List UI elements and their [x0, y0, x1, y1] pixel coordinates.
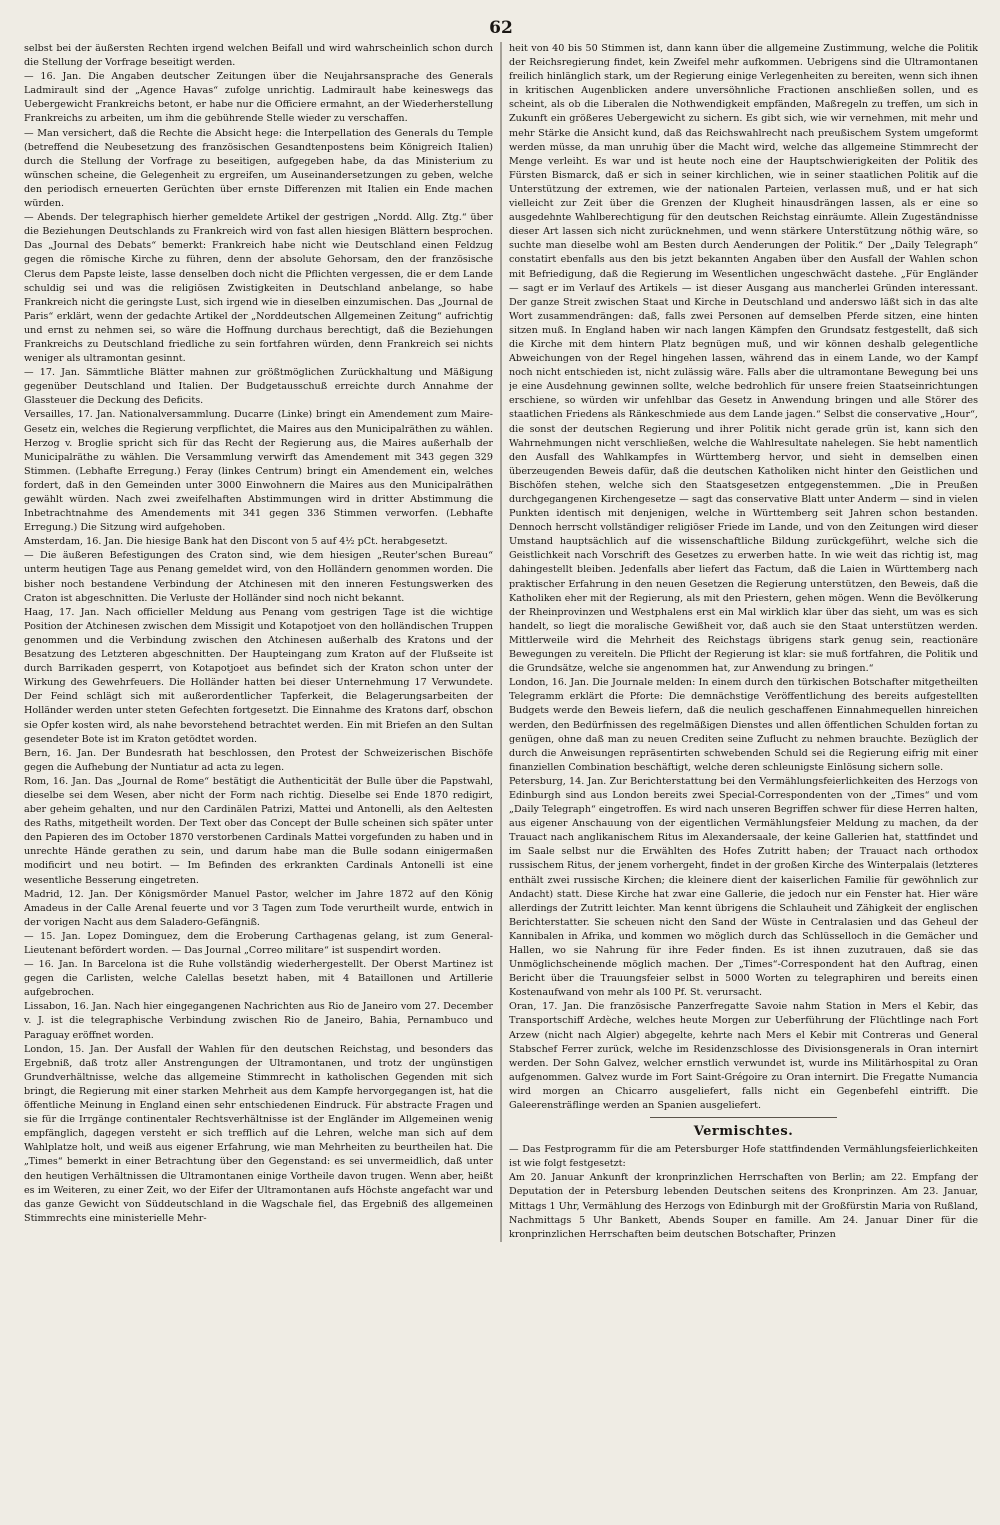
article-paragraph: Oran, 17. Jan. Die französische Panzerfregatte Savoie nahm Station in Mers el Kebir, das Transportschiff Ardèche, welches heute Morgen zur Ueberführung der Flüchtlinge nach Fort Arzew (nicht nach Algier) abgegelte, kehrte nach Mers el Kebir mit Contreras und General Stabschef Ferrer zurück, welche im Residenzschlosse des Divisionsgenerals in Oran internirt werden. Der Sohn Galvez, welcher ernstlich verwundet ist, wurde ins Militärhospital zu Oran aufgenommen. Galvez wurde im Fort Saint-Grégoire zu Oran internirt. Die Fregatte Numancia wird morgen an Chicarro ausgeliefert, falls nicht ein Gegenbefehl eintrifft. Die Galeerensträflinge werden an Spanien ausgeliefert. [509, 1001, 978, 1112]
article-paragraph: Am 20. Januar Ankunft der kronprinzlichen Herrschaften von Berlin; am 22. Empfang der Deputation der in Petersburg lebenden Deutschen seitens des Kronprinzen. Am 23. Januar, Mittags 1 Uhr, Vermählung des Herzogs von Edinburgh mit der Großfürstin Maria von Rußland, Nachmittags 5 Uhr Bankett, Abends Souper en famille. Am 24. Januar Diner für die kronprinzlichen Herrschaften beim deutschen Botschafter, Prinzen [509, 1172, 978, 1240]
article-paragraph: Haag, 17. Jan. Nach officieller Meldung aus Penang vom gestrigen Tage ist die wichtige Position der Atchinesen zwischen dem Missigit und Kotapotjoet von den holländischen Truppen genommen und die Verbindung zwischen den Atchinesen außerhalb des Kratons und der Besatzung des Letzteren abgeschnitten. Der Haupteingang zum Kraton auf der Flußseite ist durch Barrikaden gesperrt, von Kotapotjoet aus befindet sich der Kraton schon unter der Wirkung des Gewehrfeuers. Die Holländer hatten bei dieser Unternehmung 17 Verwundete. Der Feind schlägt sich mit außerordentlicher Tapferkeit, die Belagerungsarbeiten der Holländer werden unter steten Gefechten fortgesetzt. Die Einnahme des Kratons darf, obschon sie Opfer kosten wird, als nahe bevorstehend betrachtet werden. Ein mit Briefen an den Sultan gesendeter Bote ist im Kraton getödtet worden. [24, 606, 493, 745]
article-paragraph: — 16. Jan. Die Angaben deutscher Zeitungen über die Neujahrsansprache des Generals Ladmirault sind der „Agence Havas“ zufolge unrichtig. Ladmirault habe keineswegs das Uebergewicht Frankreichs betont, er habe nur die Officiere ermahnt, an der Wiederherstellung Frankreichs zu arbeiten, um ihm die gebührende Stelle wieder zu verschaffen. [24, 71, 493, 125]
article-paragraph: London, 16. Jan. Die Journale melden: In einem durch den türkischen Botschafter mitgetheilten Telegramm erklärt die Pforte: Die demnächstige Veröffentlichung des bereits aufgestellten Budgets werde den Beweis liefern, daß die neulich geschaffenen Einnahmequellen hinreichen werden, den Bedürfnissen des regelmäßigen Dienstes und allen öffentlichen Schulden fortan zu genügen, ohne daß man zu neuen Crediten seine Zuflucht zu nehmen brauchte. Bezüglich der durch die Anweisungen repräsentirten schwebenden Schuld sei die Regierung eifrig mit einer finanziellen Combination beschäftigt, welche deren schleunigste Einlösung sichern solle. [509, 677, 978, 773]
article-paragraph: — Man versichert, daß die Rechte die Absicht hege: die Interpellation des Generals du Temple (betreffend die Neubesetzung des französischen Gesandtenpostens beim Königreich Italien) durch die Stellung der Vorfrage zu beseitigen, aufgegeben habe, da das Ministerium zu wünschen scheine, die Gelegenheit zu ergreifen, um Auseinandersetzungen zu geben, welche den periodisch erneuerten Gerüchten über ernste Differenzen mit Italien ein Ende machen würden. [24, 127, 493, 210]
article-paragraph: Bern, 16. Jan. Der Bundesrath hat beschlossen, den Protest der Schweizerischen Bischöfe gegen die Aufhebung der Nuntiatur ad acta zu legen. [24, 747, 493, 773]
article-paragraph: Amsterdam, 16. Jan. Die hiesige Bank hat den Discont von 5 auf 4½ pCt. herabgesetzt. [24, 536, 448, 548]
article-paragraph: Versailles, 17. Jan. Nationalversammlung. Ducarre (Linke) bringt ein Amendement zum Maire-Gesetz ein, welches die Regierung verpflichtet, die Maires aus den Municipalräthen zu wählen. Herzog v. Broglie spricht sich für das Recht der Regierung aus, die Maires außerhalb der Municipalräthe zu wählen. Die Versammlung verwirft das Amendement mit 343 gegen 329 Stimmen. (Lebhafte Erregung.) Feray (linkes Centrum) bringt ein Amendement ein, welches fordert, daß in den Gemeinden unter 3000 Einwohnern die Maires aus den Municipalräthen gewählt würden. Nach zwei zweifelhaften Abstimmungen wird in dritter Abstimmung die Inbetrachtnahme des Amendements mit 341 gegen 336 Stimmen verworfen. (Lebhafte Erregung.) Die Sitzung wird aufgehoben. [24, 409, 493, 534]
article-paragraph: — Das Festprogramm für die am Petersburger Hofe stattfindenden Vermählungsfeierlichkeiten ist wie folgt festgesetzt: [509, 1144, 978, 1170]
article-paragraph: Madrid, 12. Jan. Der Königsmörder Manuel Pastor, welcher im Jahre 1872 auf den König Amadeus in der Calle Arenal feuerte und vor 3 Tagen zum Tode verurtheilt wurde, entwich in der vorigen Nacht aus dem Saladero-Gefängniß. [24, 888, 493, 928]
article-paragraph: Lissabon, 16. Jan. Nach hier eingegangenen Nachrichten aus Rio de Janeiro vom 27. December v. J. ist die telegraphische Verbindung zwischen Rio de Janeiro, Bahia, Pernambuco und Paraguay eröffnet worden. [24, 1001, 493, 1041]
article-paragraph: — 16. Jan. In Barcelona ist die Ruhe vollständig wiederhergestellt. Der Oberst Martinez ist gegen die Carlisten, welche Calellas besetzt haben, mit 4 Bataillonen und Artillerie aufgebrochen. [24, 959, 493, 999]
article-columns [24, 42, 978, 1242]
section-heading: Vermischtes. [693, 1124, 794, 1140]
column-divider [501, 42, 502, 1242]
left-column [24, 42, 493, 1242]
article-paragraph: Petersburg, 14. Jan. Zur Berichterstattung bei den Vermählungsfeierlichkeiten des Herzogs von Edinburgh sind aus London bereits zwei Special-Correspondenten von der „Times“ und vom „Daily Telegraph“ eingetroffen. Es wird nach unseren Begriffen schwer für diese Herren halten, aus eigener Anschauung von der eigentlichen Vermählungsfeier Meldung zu machen, da der Trauact nach anglikanischem Ritus im Alexandersaale, der keine Gallerien hat, stattfindet und im Saale selbst nur die Erwählten des Hofes Zutritt haben; der Trauact nach orthodox russischem Ritus, der jenem vorhergeht, findet in der großen Kirche des Winterpalais (letzteres enthält zwei russische Kirchen; die kleinere dient der kaiserlichen Familie für gewöhnlich zur Andacht) statt. Diese Kirche hat zwar eine Gallerie, die jedoch nur ein Fenster hat. Hier wäre allerdings der Zutritt leichter. Man kennt übrigens die Schlauheit und Zähigkeit der englischen Berichterstatter. Sie scheuen nicht den Sand der Wüste in Centralasien und das Geheul der Kannibalen in Afrika, und kommen wo möglich durch das Schlüsselloch in die Gemächer und Hallen, wo sie Nahrung für ihre Feder finden. Es ist ihnen zuzutrauen, daß sie das Unmöglichscheinende möglich machen. Der „Times“-Correspondent hat den Auftrag, einen Bericht über die Trauungsfeier selbst in 5000 Worten zu telegraphiren und bereits einen Kostenaufwand von mehr als 100 Pf. St. verursacht. [509, 775, 978, 999]
article-paragraph: — 15. Jan. Lopez Dominguez, dem die Eroberung Carthagenas gelang, ist zum General-Lieutenant befördert worden. — Das Journal „Correo militare“ ist suspendirt worden. [24, 930, 493, 956]
section-divider [650, 1117, 838, 1118]
section-paragraphs [509, 1143, 978, 1242]
article-paragraph: — Abends. Der telegraphisch hierher gemeldete Artikel der gestrigen „Nordd. Allg. Ztg.“ über die Beziehungen Deutschlands zu Frankreich wird von fast allen hiesigen Blättern besprochen. Das „Journal des Debats“ bemerkt: Frankreich habe nicht wie Deutschland einen Feldzug gegen die römische Kirche zu führen, denn der absolute Gehorsam, den der französische Clerus dem Papste leiste, lasse denselben doch nicht die Pflichten vergessen, die er dem Lande schuldig sei und was die religiösen Zwistigkeiten in Deutschland anbelange, so habe Frankreich nicht die geringste Lust, sich irgend wie in dieselben einzumischen. Das „Journal de Paris“ erklärt, wenn der gedachte Artikel der „Norddeutschen Allgemeinen Zeitung“ aufrichtig und ernst zu nehmen sei, so wäre die Hoffnung durchaus berechtigt, daß die Beziehungen Frankreichs zu Deutschland friedliche zu sein fortfahren würden, denn Frankreich sei nichts weniger als ultramontan gesinnt. [24, 212, 493, 365]
article-paragraph: London, 15. Jan. Der Ausfall der Wahlen für den deutschen Reichstag, und besonders das Ergebniß, daß trotz aller Anstrengungen der Ultramontanen, und trotz der ungünstigen Grundverhältnisse, welche das allgemeine Stimmrecht in katholischen Gegenden mit sich bringt, die Regierung mit einer starken Mehrheit aus dem Kampfe hervorgegangen ist, hat die öffentliche Meinung in England einen sehr entschiedenen Eindruck. Für abstracte Fragen und sie für die Irrgänge continentaler Rechtsverhältnisse ist der Engländer im Allgemeinen wenig empfänglich, dagegen versteht er sich trefflich auf die Lehren, welche man sich auf dem Wahlplatze holt, und weiß aus eigener Erfahrung, wie man Mehrheiten zu beurtheilen hat. Die „Times“ bemerkt in einer Betrachtung über den Gegenstand: es sei unvermeidlich, daß unter den heutigen Verhältnissen die Ultramontanen einige Vortheile davon trugen. Wenn aber, heißt es im Weiteren, zu einer Zeit, wo der Eifer der Ultramontanen aufs Höchste angefacht war und das ganze Gewicht von Süddeutschland in die Wagschale fiel, das Ergebniß des allgemeinen Stimmrechts eine ministerielle Mehr- [24, 1043, 493, 1224]
article-paragraph: selbst bei der äußersten Rechten irgend welchen Beifall und wird wahrscheinlich schon durch die Stellung der Vorfrage beseitigt werden. [24, 43, 493, 69]
article-paragraph: — 17. Jan. Sämmtliche Blätter mahnen zur größtmöglichen Zurückhaltung und Mäßigung gegenüber Deutschland und Italien. Der Budgetausschuß erreichte durch Annahme der Glassteuer die Deckung des Deficits. [24, 367, 493, 407]
right-column-articles [509, 42, 978, 1113]
article-paragraph: — Die äußeren Befestigungen des Craton sind, wie dem hiesigen „Reuter'schen Bureau“ unterm heutigen Tage aus Penang gemeldet wird, von den Holländern genommen worden. Die bisher noch bestandene Verbindung der Atchinesen mit den inneren Festungswerken des Craton ist abgeschnitten. Die Verluste der Holländer sind noch nicht bekannt. [24, 550, 493, 604]
article-paragraph: Rom, 16. Jan. Das „Journal de Rome“ bestätigt die Authenticität der Bulle über die Papstwahl, dieselbe sei dem Wesen, aber nicht der Form nach richtig. Dieselbe sei Ende 1870 redigirt, aber geheim gehalten, und nur den Cardinälen Patrizi, Mattei und Antonelli, als den Aeltesten des Raths, mitgetheilt worden. Der Text ober das Concept der Bulle scheinen sich später unter den Papieren des im October 1870 verstorbenen Cardinals Mattei vorgefunden zu haben und in unrechte Hände gerathen zu sein, und darum habe man die Bulle sodann einigermaßen modificirt und neu botirt. — Im Befinden des erkrankten Cardinals Antonelli ist eine wesentliche Besserung eingetreten. [24, 775, 493, 886]
article-paragraph: heit von 40 bis 50 Stimmen ist, dann kann über die allgemeine Zustimmung, welche die Politik der Reichsregierung findet, kein Zweifel mehr aufkommen. Uebrigens sind die Ultramontanen freilich hinlänglich stark, um der Regierung einige Verlegenheiten zu bereiten, wenn sich ihnen in kritischen Augenblicken andere unversöhnliche Fractionen anschließen sollen, und es scheint, als ob die Liberalen die Nothwendigkeit empfänden, Maßregeln zu treffen, um sich in Zukunft ein größeres Uebergewicht zu sichern. Es gibt sich, wie wir vernehmen, mit mehr und mehr Stärke die Ansicht kund, daß das Reichswahlrecht nach preußischem System umgeformt werden müsse, da man unruhig über die Macht wird, welche das allgemeine Stimmrecht der Menge verleiht. Es war und ist heute noch eine der Hauptschwierigkeiten der Politik des Fürsten Bismarck, daß er sich in seiner kirchlichen, wie in seiner staatlichen Politik auf die Unterstützung der extremen, wie der nationalen Parteien, verlassen muß, und er hat sich vielleicht zur Zeit über die Grenzen der Klugheit hinausdrängen lassen, als er eine so ausgedehnte Wahlberechtigung für den deutschen Reichstag einräumte. Allein Zugeständnisse dieser Art lassen sich nicht zurücknehmen, und wenn stärkere Unterstützung nöthig wäre, so suchte man dieselbe wohl am Besten durch Aenderungen der Politik.“ Der „Daily Telegraph“ constatirt ebenfalls aus den bis jetzt bekannten Angaben über den Ausfall der Wahlen schon mit Befriedigung, daß die Regierung im Wesentlichen ungeschwächt dastehe. „Für Engländer — sagt er im Verlauf des Artikels — ist dieser Ausgang aus mancherlei Gründen interessant. Der ganze Streit zwischen Staat und Kirche in Deutschland und anderswo läßt sich in das alte Wort zusammendrängen: daß, falls zwei Personen auf demselben Pferde sitzen, eine hinten sitzen muß. In England haben wir nach langen Kämpfen den Grundsatz festgestellt, daß sich die Kirche mit dem hintern Platz begnügen muß, und wir können deshalb gelegentliche Abweichungen von der Regel hingehen lassen, während das in einem Lande, wo der Kampf noch nicht entschieden ist, nicht zulässig wäre. Falls aber die ultramontane Bewegung bei uns je eine Ausdehnung gewinnen sollte, welche bedrohlich für unsere freien Staatseinrichtungen erschiene, so würden wir unfehlbar das Gesetz in Anwendung bringen und alle Störer des staatlichen Friedens als Ränkeschmiede aus dem Lande jagen.“ Selbst die conservative „Hour“, die sonst der deutschen Regierung und ihrer Politik nicht gerade grün ist, kann sich den Wahrnehmungen nicht verschließen, welche die Wahlresultate nahelegen. Sie hebt namentlich den Ausfall des Wahlkampfes in Württemberg hervor, und sieht in demselben einen überzeugenden Beweis dafür, daß die deutschen Katholiken nicht hinter den Geistlichen und Bischöfen stehen, welche sich den Staatsgesetzen entgegenstemmen. „Die in Preußen durchgegangenen Kirchengesetze — sagt das conservative Blatt unter Anderm — sind in vielen Punkten identisch mit denjenigen, welche in Württemberg seit Jahren schon bestanden. Dennoch herrscht vollständiger religiöser Friede im Lande, und von den Zeitungen wird dieser Umstand hauptsächlich auf die wissenschaftliche Bildung zurückgeführt, welche sich die Geistlichkeit nach Vorschrift des Gesetzes zu erwerben hatte. In wie weit das richtig ist, mag dahingestellt bleiben. Jedenfalls aber liefert das Factum, daß die Laien in Württemberg nach praktischer Erfahrung in den neuen Gesetzen die Regierung unterstützen, den Beweis, daß die Katholiken eher mit der Regierung, als mit den Priestern, gehen mögen. Wenn die Bevölkerung der Rheinprovinzen und Westphalens erst ein Mal wirklich klar über das sieht, um was es sich handelt, so liegt die moralische Gewißheit vor, daß auch sie den Staat unterstützen werden. Mittlerweile wird die Mehrheit des Reichstags übrigens stark genug sein, reactionäre Bewegungen zu vereiteln. Die Pflicht der Regierung ist klar: sie muß fortfahren, die Politik und die Grundsätze, welche sie angenommen hat, zur Anwendung zu bringen.“ [509, 43, 978, 675]
page-number: 62 [489, 18, 513, 38]
right-column [509, 42, 978, 1242]
